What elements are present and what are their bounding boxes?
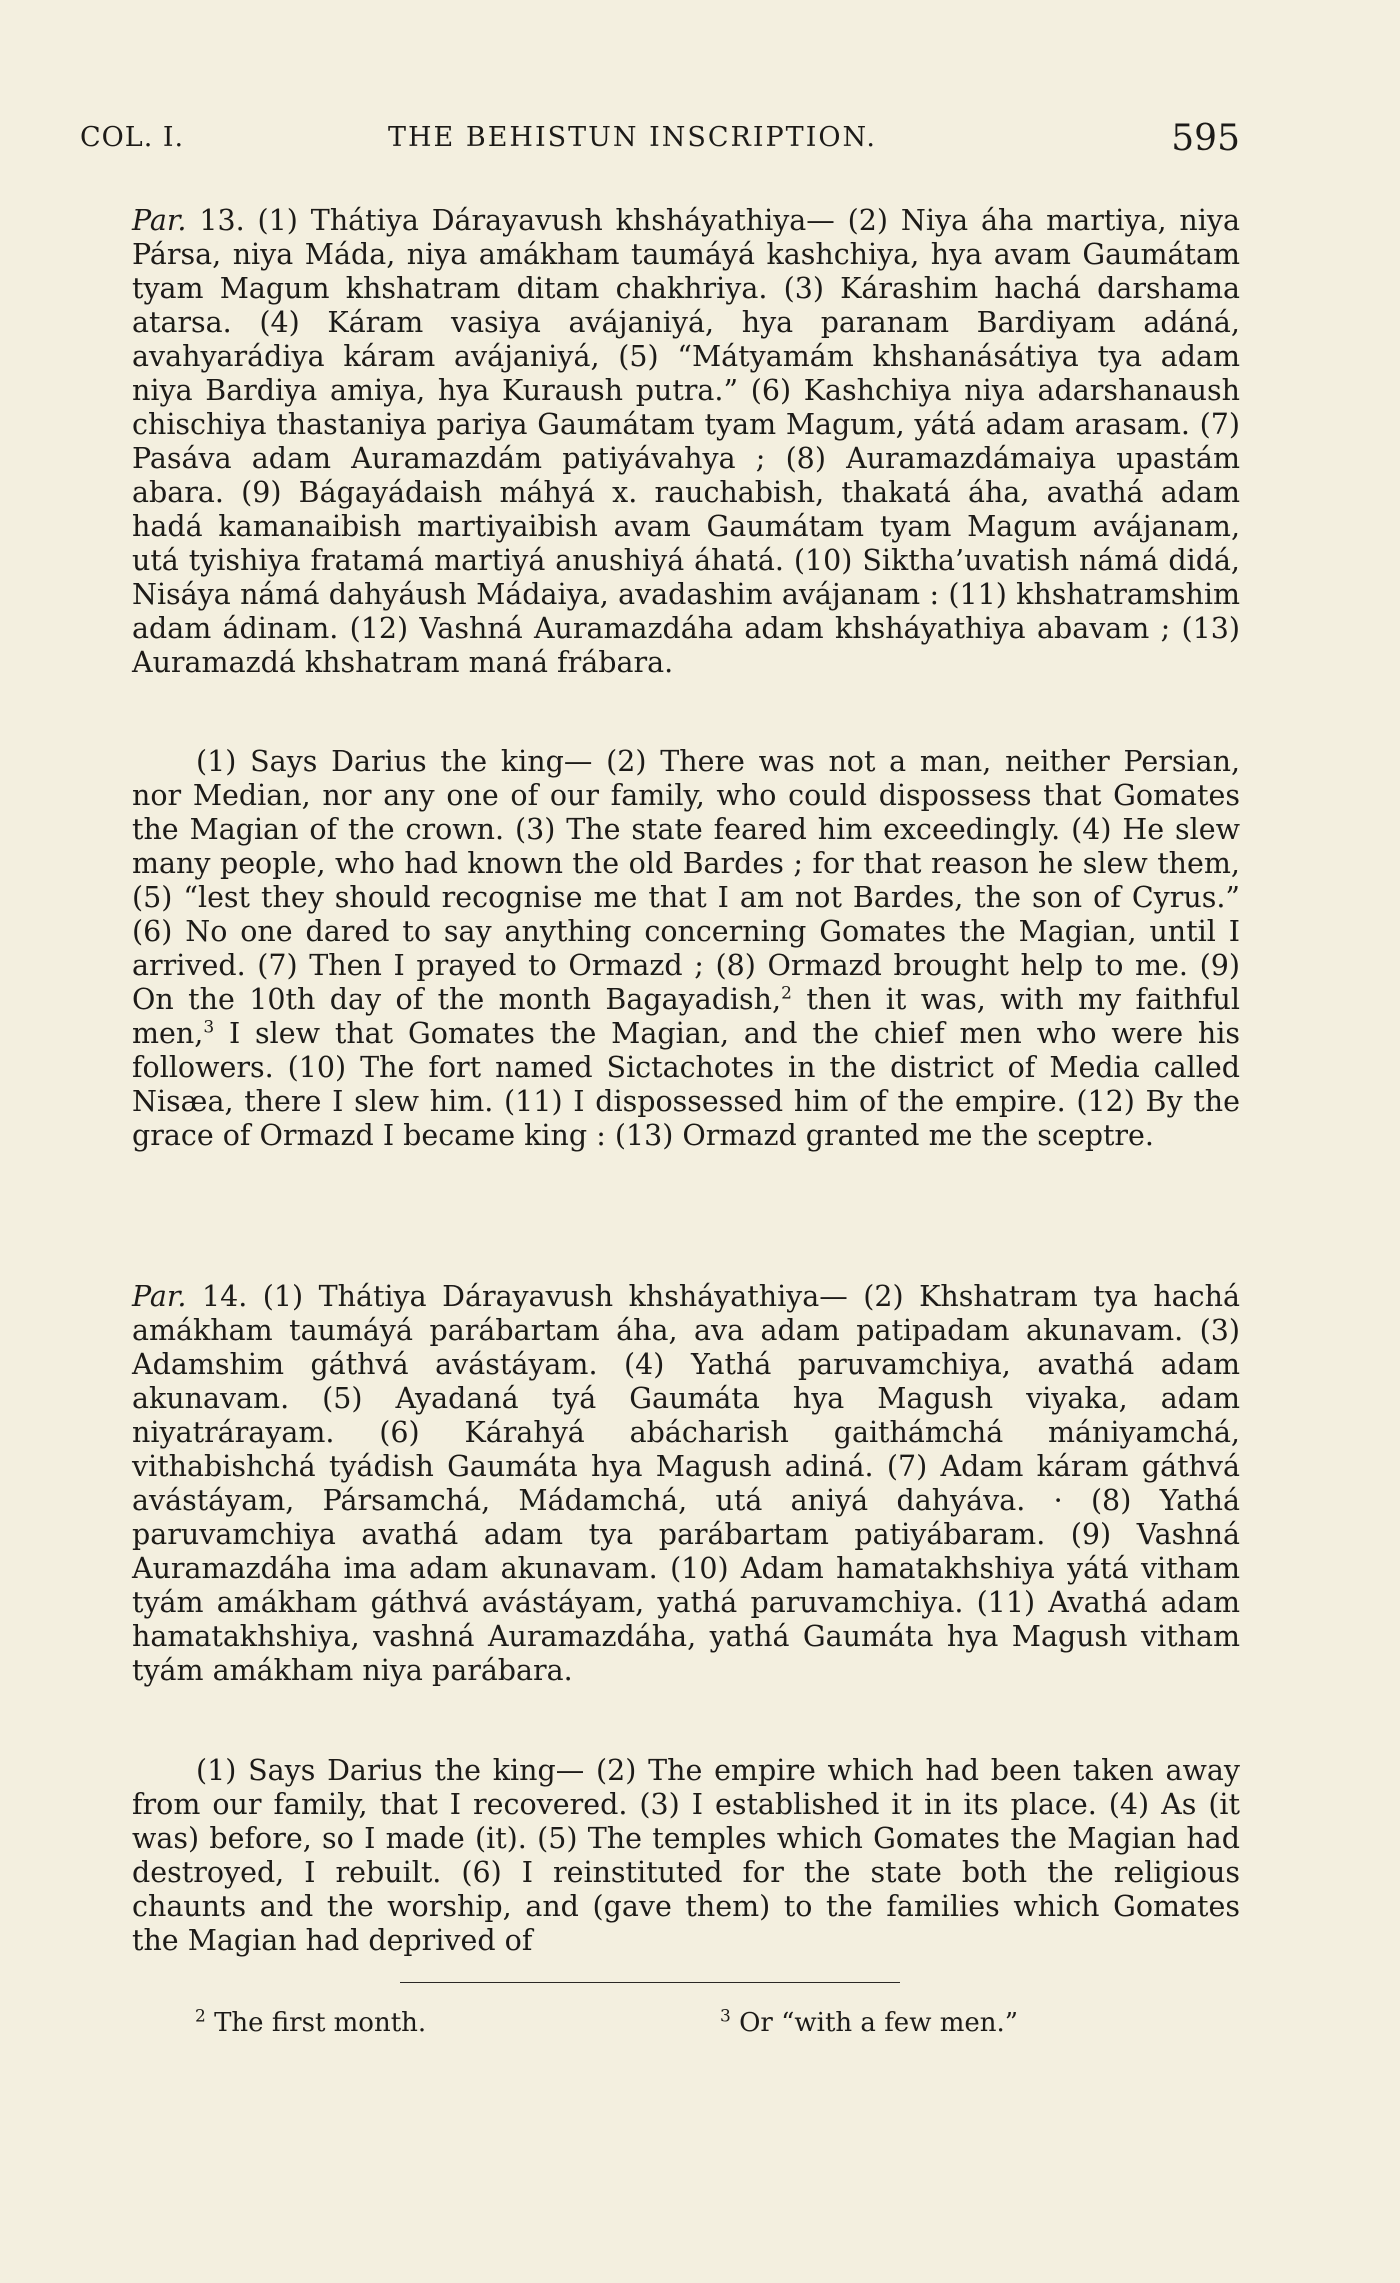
footnote-ref-2[interactable]: 2 — [781, 983, 792, 1004]
translation-text: (1) Says Darius the king— (2) The empire which had been taken away from our family, that I recovered. (3) I established it in its place. (4) As (it was) before, so I made (it). (5) The temples which Gomates the Magian had destroyed, I rebuilt. (6) I reinstituted for the state both the religious chaunts and the worship, and (gave them) to the families which Gomates the Magian had deprived of — [132, 1754, 1240, 1957]
paragraph-13-translation — [132, 745, 1240, 1153]
transliteration-text: 13. (1) Thátiya Dárayavush khsháyathiya— (2) Niya áha martiya, niya Pársa, niya Máda, niya amákham taumáyá kashchiya, hya avam Gaumátam tyam Magum khshatram ditam chakhriya. (3) Kárashim hachá darshama atarsa. (4) Káram vasiya avájaniyá, hya paranam Bardiyam adáná, avahyarádiya káram avájaniyá, (5) “Mátyamám khshanásátiya tya adam niya Bardiya amiya, hya Kuraush putra.” (6) Kashchiya niya adarshanaush chischiya thastaniya pariya Gaumátam tyam Magum, yátá adam arasam. (7) Pasáva adam Auramazdám patiyávahya ; (8) Auramazdámaiya upastám abara. (9) Bágayádaish máhyá x. rauchabish, thakatá áha, avathá adam hadá kamanaibish martiyaibish avam Gaumátam tyam Magum avájanam, utá tyishiya fratamá martiyá anushiyá áhatá. (10) Siktha’uvatish námá didá, Nisáya námá dahyáush Mádaiya, avadashim avájanam : (11) khshatramshim adam ádinam. (12) Vashná Auramazdáha adam khsháyathiya abavam ; (13) Auramazdá khshatram maná frábara. — [132, 204, 1240, 679]
column-label: COL. I. — [80, 122, 185, 153]
paragraph-label: Par. — [132, 1280, 187, 1313]
translation-text: then it was, with my faithful men, — [132, 983, 1240, 1050]
translation-text: I slew that Gomates the Magian, and the chief men who were his followers. (10) The fort named Sictachotes in the district of Media called Nisæa, there I slew him. (11) I dispossessed him of the empire. (12) By the grace of Ormazd I became king : (13) Ormazd granted me the sceptre. — [132, 1017, 1240, 1152]
footnote-ref-3[interactable]: 3 — [203, 1017, 215, 1038]
page-number: 595 — [1171, 118, 1240, 159]
paragraph-14-transliteration — [132, 1280, 1240, 1688]
paragraph-13-transliteration — [132, 204, 1240, 680]
footnote-mark: 2 — [195, 2006, 206, 2027]
footnote-text: Or “with a few men.” — [730, 2008, 1019, 2038]
paragraph-label: Par. — [132, 204, 187, 237]
footnote-mark: 3 — [720, 2006, 731, 2027]
translation-text: (1) Says Darius the king— (2) There was not a man, neither Persian, nor Median, nor any one of our family, who could dispossess that Gomates the Magian of the crown. (3) The state feared him exceedingly. (4) He slew many people, who had known the old Bardes ; for that reason he slew them, (5) “lest they should recognise me that I am not Bardes, the son of Cyrus.” (6) No one dared to say anything concerning Gomates the Magian, until I arrived. (7) Then I prayed to Ormazd ; (8) Ormazd brought help to me. (9) On the 10th day of the month Bagayadish, — [132, 745, 1240, 1016]
running-header — [80, 118, 1240, 178]
footnote-2 — [195, 2008, 426, 2038]
paragraph-14-translation — [132, 1754, 1240, 1958]
footnote-divider — [400, 1982, 900, 1983]
running-title: THE BEHISTUN INSCRIPTION. — [388, 122, 877, 153]
footnote-text: The first month. — [205, 2008, 427, 2038]
footnote-3 — [720, 2008, 1018, 2038]
transliteration-text: 14. (1) Thátiya Dárayavush khsháyathiya— (2) Khshatram tya hachá amákham taumáyá parábartam áha, ava adam patipadam akunavam. (3) Adamshim gáthvá avástáyam. (4) Yathá paruvamchiya, avathá adam akunavam. (5) Ayadaná tyá Gaumáta hya Magush viyaka, adam niyatrárayam. (6) Kárahyá abácharish gaithámchá mániyamchá, vithabishchá tyádish Gaumáta hya Magush adiná. (7) Adam káram gáthvá avástáyam, Pársamchá, Mádamchá, utá aniyá dahyáva. · (8) Yathá paruvamchiya avathá adam tya parábartam patiyábaram. (9) Vashná Auramazdáha ima adam akunavam. (10) Adam hamatakhshiya yátá vitham tyám amákham gáthvá avástáyam, yathá paruvamchiya. (11) Avathá adam hamatakhshiya, vashná Auramazdáha, yathá Gaumáta hya Magush vitham tyám amákham niya parábara. — [132, 1280, 1240, 1687]
